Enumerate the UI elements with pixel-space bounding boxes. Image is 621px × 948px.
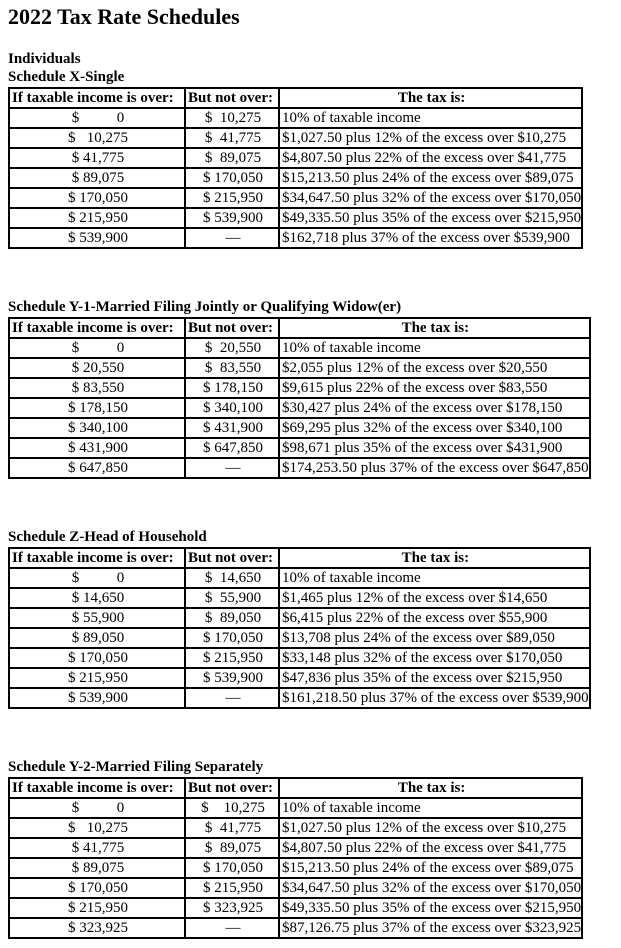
cell-tax: $4,807.50 plus 22% of the excess over $41,775 xyxy=(279,148,582,168)
cell-not-over: $ 10,275 xyxy=(185,798,279,818)
table-row xyxy=(9,108,582,128)
cell-tax: $33,148 plus 32% of the excess over $170,050 xyxy=(279,648,590,668)
cell-tax: $34,647.50 plus 32% of the excess over $170,050 xyxy=(279,188,582,208)
table-row xyxy=(9,208,582,228)
cell-not-over: $ 170,050 xyxy=(185,628,279,648)
cell-tax: 10% of taxable income xyxy=(279,338,590,358)
cell-tax: $1,465 plus 12% of the excess over $14,650 xyxy=(279,588,590,608)
schedule-table-y2 xyxy=(8,777,583,939)
cell-tax: $1,027.50 plus 12% of the excess over $10,275 xyxy=(279,818,582,838)
table-row xyxy=(9,378,590,398)
cell-tax: 10% of taxable income xyxy=(279,568,590,588)
cell-tax: $69,295 plus 32% of the excess over $340,100 xyxy=(279,418,590,438)
cell-not-over: — xyxy=(185,918,279,938)
header-tax: The tax is: xyxy=(279,548,590,568)
schedule-title: Schedule X-Single xyxy=(8,69,125,85)
cell-over: $ 215,950 xyxy=(9,208,185,228)
cell-tax: $161,218.50 plus 37% of the excess over $539,900 xyxy=(279,688,590,708)
cell-tax: $13,708 plus 24% of the excess over $89,050 xyxy=(279,628,590,648)
cell-tax: $49,335.50 plus 35% of the excess over $215,950 xyxy=(279,208,582,228)
cell-not-over: $ 340,100 xyxy=(185,398,279,418)
cell-not-over: $ 170,050 xyxy=(185,168,279,188)
cell-tax: $15,213.50 plus 24% of the excess over $89,075 xyxy=(279,858,582,878)
cell-over: $ 0 xyxy=(9,568,185,588)
cell-over: $ 215,950 xyxy=(9,668,185,688)
cell-not-over: $ 89,075 xyxy=(185,838,279,858)
cell-over: $ 170,050 xyxy=(9,878,185,898)
cell-not-over: $ 215,950 xyxy=(185,878,279,898)
cell-over: $ 83,550 xyxy=(9,378,185,398)
table-row xyxy=(9,838,582,858)
schedule-title: Schedule Z-Head of Household xyxy=(8,529,207,545)
cell-not-over: — xyxy=(185,228,279,248)
table-header-row xyxy=(9,318,590,338)
table-row xyxy=(9,458,590,478)
table-row xyxy=(9,398,590,418)
cell-not-over: $ 83,550 xyxy=(185,358,279,378)
table-row xyxy=(9,918,582,938)
table-header-row xyxy=(9,548,590,568)
table-row xyxy=(9,608,590,628)
table-row xyxy=(9,818,582,838)
table-row xyxy=(9,898,582,918)
cell-not-over: $ 539,900 xyxy=(185,668,279,688)
cell-over: $ 170,050 xyxy=(9,188,185,208)
table-row xyxy=(9,588,590,608)
cell-tax: 10% of taxable income xyxy=(279,108,582,128)
header-not-over: But not over: xyxy=(185,88,279,108)
cell-tax: $1,027.50 plus 12% of the excess over $10,275 xyxy=(279,128,582,148)
schedule-table-z xyxy=(8,547,591,709)
cell-not-over: $ 20,550 xyxy=(185,338,279,358)
cell-tax: $4,807.50 plus 22% of the excess over $41,775 xyxy=(279,838,582,858)
cell-tax: $6,415 plus 22% of the excess over $55,900 xyxy=(279,608,590,628)
cell-over: $ 20,550 xyxy=(9,358,185,378)
cell-tax: $49,335.50 plus 35% of the excess over $215,950 xyxy=(279,898,582,918)
section-label: Individuals xyxy=(8,51,81,67)
cell-not-over: — xyxy=(185,688,279,708)
table-row xyxy=(9,228,582,248)
cell-not-over: $ 647,850 xyxy=(185,438,279,458)
cell-tax: $174,253.50 plus 37% of the excess over $647,850 xyxy=(279,458,590,478)
cell-not-over: $ 431,900 xyxy=(185,418,279,438)
cell-tax: $30,427 plus 24% of the excess over $178,150 xyxy=(279,398,590,418)
table-row xyxy=(9,418,590,438)
schedule-title: Schedule Y-1-Married Filing Jointly or Qualifying Widow(er) xyxy=(8,299,402,315)
cell-over: $ 215,950 xyxy=(9,898,185,918)
page-title: 2022 Tax Rate Schedules xyxy=(8,4,240,29)
cell-over: $ 170,050 xyxy=(9,648,185,668)
table-row xyxy=(9,338,590,358)
header-over: If taxable income is over: xyxy=(9,318,185,338)
cell-over: $ 89,075 xyxy=(9,858,185,878)
cell-not-over: $ 215,950 xyxy=(185,188,279,208)
cell-over: $ 0 xyxy=(9,108,185,128)
table-row xyxy=(9,668,590,688)
header-not-over: But not over: xyxy=(185,778,279,798)
table-header-row xyxy=(9,88,582,108)
table-row xyxy=(9,168,582,188)
cell-not-over: $ 10,275 xyxy=(185,108,279,128)
cell-not-over: $ 178,150 xyxy=(185,378,279,398)
table-row xyxy=(9,858,582,878)
cell-over: $ 647,850 xyxy=(9,458,185,478)
cell-over: $ 340,100 xyxy=(9,418,185,438)
cell-not-over: $ 170,050 xyxy=(185,858,279,878)
cell-over: $ 178,150 xyxy=(9,398,185,418)
cell-over: $ 41,775 xyxy=(9,838,185,858)
header-tax: The tax is: xyxy=(279,88,582,108)
table-row xyxy=(9,188,582,208)
cell-not-over: $ 14,650 xyxy=(185,568,279,588)
cell-over: $ 55,900 xyxy=(9,608,185,628)
cell-tax: $162,718 plus 37% of the excess over $539,900 xyxy=(279,228,582,248)
cell-tax: $15,213.50 plus 24% of the excess over $89,075 xyxy=(279,168,582,188)
cell-tax: $47,836 plus 35% of the excess over $215,950 xyxy=(279,668,590,688)
cell-over: $ 0 xyxy=(9,798,185,818)
schedule-title: Schedule Y-2-Married Filing Separately xyxy=(8,759,264,775)
cell-not-over: $ 55,900 xyxy=(185,588,279,608)
header-over: If taxable income is over: xyxy=(9,88,185,108)
cell-not-over: $ 89,050 xyxy=(185,608,279,628)
cell-over: $ 10,275 xyxy=(9,818,185,838)
cell-tax: 10% of taxable income xyxy=(279,798,582,818)
table-row xyxy=(9,878,582,898)
header-tax: The tax is: xyxy=(279,318,590,338)
cell-tax: $98,671 plus 35% of the excess over $431,900 xyxy=(279,438,590,458)
header-not-over: But not over: xyxy=(185,548,279,568)
table-row xyxy=(9,628,590,648)
table-row xyxy=(9,148,582,168)
table-row xyxy=(9,438,590,458)
schedule-table-x xyxy=(8,87,583,249)
table-row xyxy=(9,648,590,668)
cell-over: $ 89,050 xyxy=(9,628,185,648)
table-header-row xyxy=(9,778,582,798)
table-row xyxy=(9,568,590,588)
cell-not-over: $ 89,075 xyxy=(185,148,279,168)
header-over: If taxable income is over: xyxy=(9,548,185,568)
table-row xyxy=(9,798,582,818)
header-tax: The tax is: xyxy=(279,778,582,798)
cell-over: $ 539,900 xyxy=(9,228,185,248)
cell-over: $ 10,275 xyxy=(9,128,185,148)
schedule-table-y1 xyxy=(8,317,591,479)
cell-over: $ 323,925 xyxy=(9,918,185,938)
header-not-over: But not over: xyxy=(185,318,279,338)
cell-not-over: $ 323,925 xyxy=(185,898,279,918)
cell-over: $ 0 xyxy=(9,338,185,358)
cell-tax: $87,126.75 plus 37% of the excess over $323,925 xyxy=(279,918,582,938)
cell-over: $ 431,900 xyxy=(9,438,185,458)
table-row xyxy=(9,128,582,148)
cell-tax: $2,055 plus 12% of the excess over $20,550 xyxy=(279,358,590,378)
cell-over: $ 89,075 xyxy=(9,168,185,188)
cell-not-over: $ 215,950 xyxy=(185,648,279,668)
cell-over: $ 41,775 xyxy=(9,148,185,168)
cell-not-over: $ 41,775 xyxy=(185,818,279,838)
cell-over: $ 14,650 xyxy=(9,588,185,608)
table-row xyxy=(9,688,590,708)
cell-tax: $34,647.50 plus 32% of the excess over $170,050 xyxy=(279,878,582,898)
cell-not-over: — xyxy=(185,458,279,478)
cell-not-over: $ 41,775 xyxy=(185,128,279,148)
cell-not-over: $ 539,900 xyxy=(185,208,279,228)
cell-tax: $9,615 plus 22% of the excess over $83,550 xyxy=(279,378,590,398)
cell-over: $ 539,900 xyxy=(9,688,185,708)
table-row xyxy=(9,358,590,378)
header-over: If taxable income is over: xyxy=(9,778,185,798)
